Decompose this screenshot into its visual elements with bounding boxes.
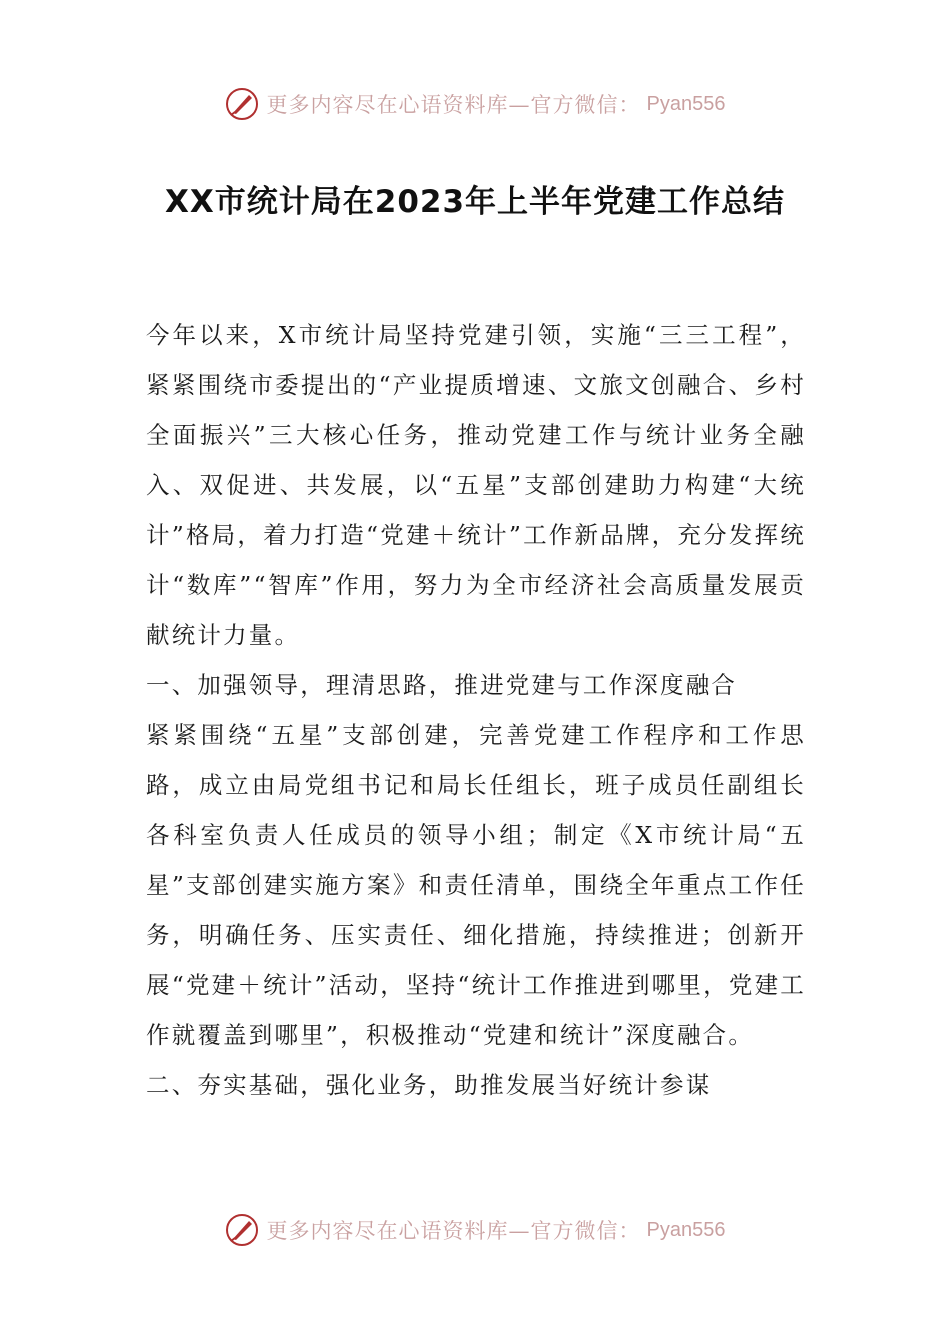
document-body	[146, 310, 806, 1110]
quill-pen-circle-icon	[225, 87, 259, 121]
section-1-heading: 一、加强领导，理清思路，推进党建与工作深度融合	[146, 671, 738, 699]
intro-paragraph: 今年以来，X市统计局坚持党建引领，实施“三三工程”，紧紧围绕市委提出的“产业提质增速、文旅文创融合、乡村全面振兴”三大核心任务，推动党建工作与统计业务全融入、双促进、共发展，以“五星”支部创建助力构建“大统计”格局，着力打造“党建＋统计”工作新品牌，充分发挥统计“数库”“智库”作用，努力为全市经济社会高质量发展贡献统计力量。	[146, 321, 806, 649]
watermark-header	[0, 84, 950, 124]
watermark-wechat-id: Pyan556	[646, 92, 726, 115]
watermark-wechat-id: Pyan556	[646, 1218, 726, 1241]
document-title: XX市统计局在2023年上半年党建工作总结	[164, 184, 786, 220]
watermark-footer	[0, 1210, 950, 1250]
quill-pen-circle-icon	[225, 1213, 259, 1247]
watermark-text: 更多内容尽在心语资料库—官方微信：	[266, 1219, 641, 1243]
section-1-paragraph: 紧紧围绕“五星”支部创建，完善党建工作程序和工作思路，成立由局党组书记和局长任组长，班子成员任副组长各科室负责人任成员的领导小组；制定《X市统计局“五星”支部创建实施方案》和责任清单，围绕全年重点工作任务，明确任务、压实责任、细化措施，持续推进；创新开展“党建＋统计”活动，坚持“统计工作推进到哪里，党建工作就覆盖到哪里”，积极推动“党建和统计”深度融合。	[146, 721, 806, 1049]
section-2-heading: 二、夯实基础，强化业务，助推发展当好统计参谋	[146, 1071, 712, 1099]
watermark-text: 更多内容尽在心语资料库—官方微信：	[266, 93, 641, 117]
